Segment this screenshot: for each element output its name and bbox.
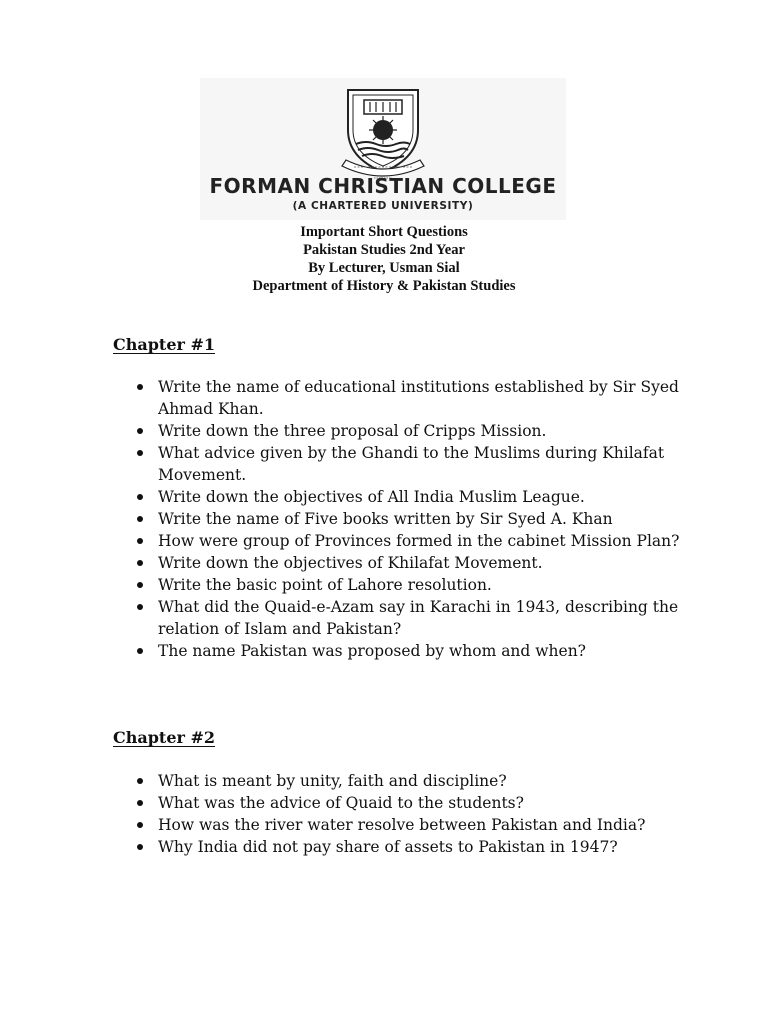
list-item: How was the river water resolve between Pakistan and India? (158, 814, 718, 836)
list-item: What advice given by the Ghandi to the Muslims during Khilafat Movement. (158, 442, 718, 486)
header-line-author: By Lecturer, Usman Sial (308, 260, 460, 276)
chapter-1-question-list (158, 376, 718, 662)
list-item: Write the name of educational institutions established by Sir Syed Ahmad Khan. (158, 376, 718, 420)
list-item: Write the name of Five books written by Sir Syed A. Khan (158, 508, 718, 530)
list-item: What is meant by unity, faith and discipline? (158, 770, 718, 792)
list-item: Why India did not pay share of assets to Pakistan in 1947? (158, 836, 718, 858)
college-logo (200, 78, 566, 220)
list-item: How were group of Provinces formed in the cabinet Mission Plan? (158, 530, 718, 552)
chapter-2-title: Chapter #2 (113, 728, 216, 747)
college-subtitle: (A CHARTERED UNIVERSITY) (292, 200, 474, 212)
list-item: What was the advice of Quaid to the students? (158, 792, 718, 814)
header-line-title: Important Short Questions (300, 224, 468, 240)
list-item: The name Pakistan was proposed by whom and when? (158, 640, 718, 662)
list-item: Write down the objectives of All India Muslim League. (158, 486, 718, 508)
list-item: Write the basic point of Lahore resolution. (158, 574, 718, 596)
document-header (0, 223, 768, 295)
list-item: What did the Quaid-e-Azam say in Karachi in 1943, describing the relation of Islam and Pakistan? (158, 596, 718, 640)
list-item: Write down the objectives of Khilafat Movement. (158, 552, 718, 574)
college-name: FORMAN CHRISTIAN COLLEGE (209, 174, 557, 198)
chapter-1-title: Chapter #1 (113, 335, 216, 354)
chapter-2-question-list (158, 770, 718, 858)
header-line-subject: Pakistan Studies 2nd Year (303, 242, 465, 258)
list-item: Write down the three proposal of Cripps Mission. (158, 420, 718, 442)
college-crest-icon (340, 86, 426, 182)
header-line-department: Department of History & Pakistan Studies (252, 278, 516, 294)
